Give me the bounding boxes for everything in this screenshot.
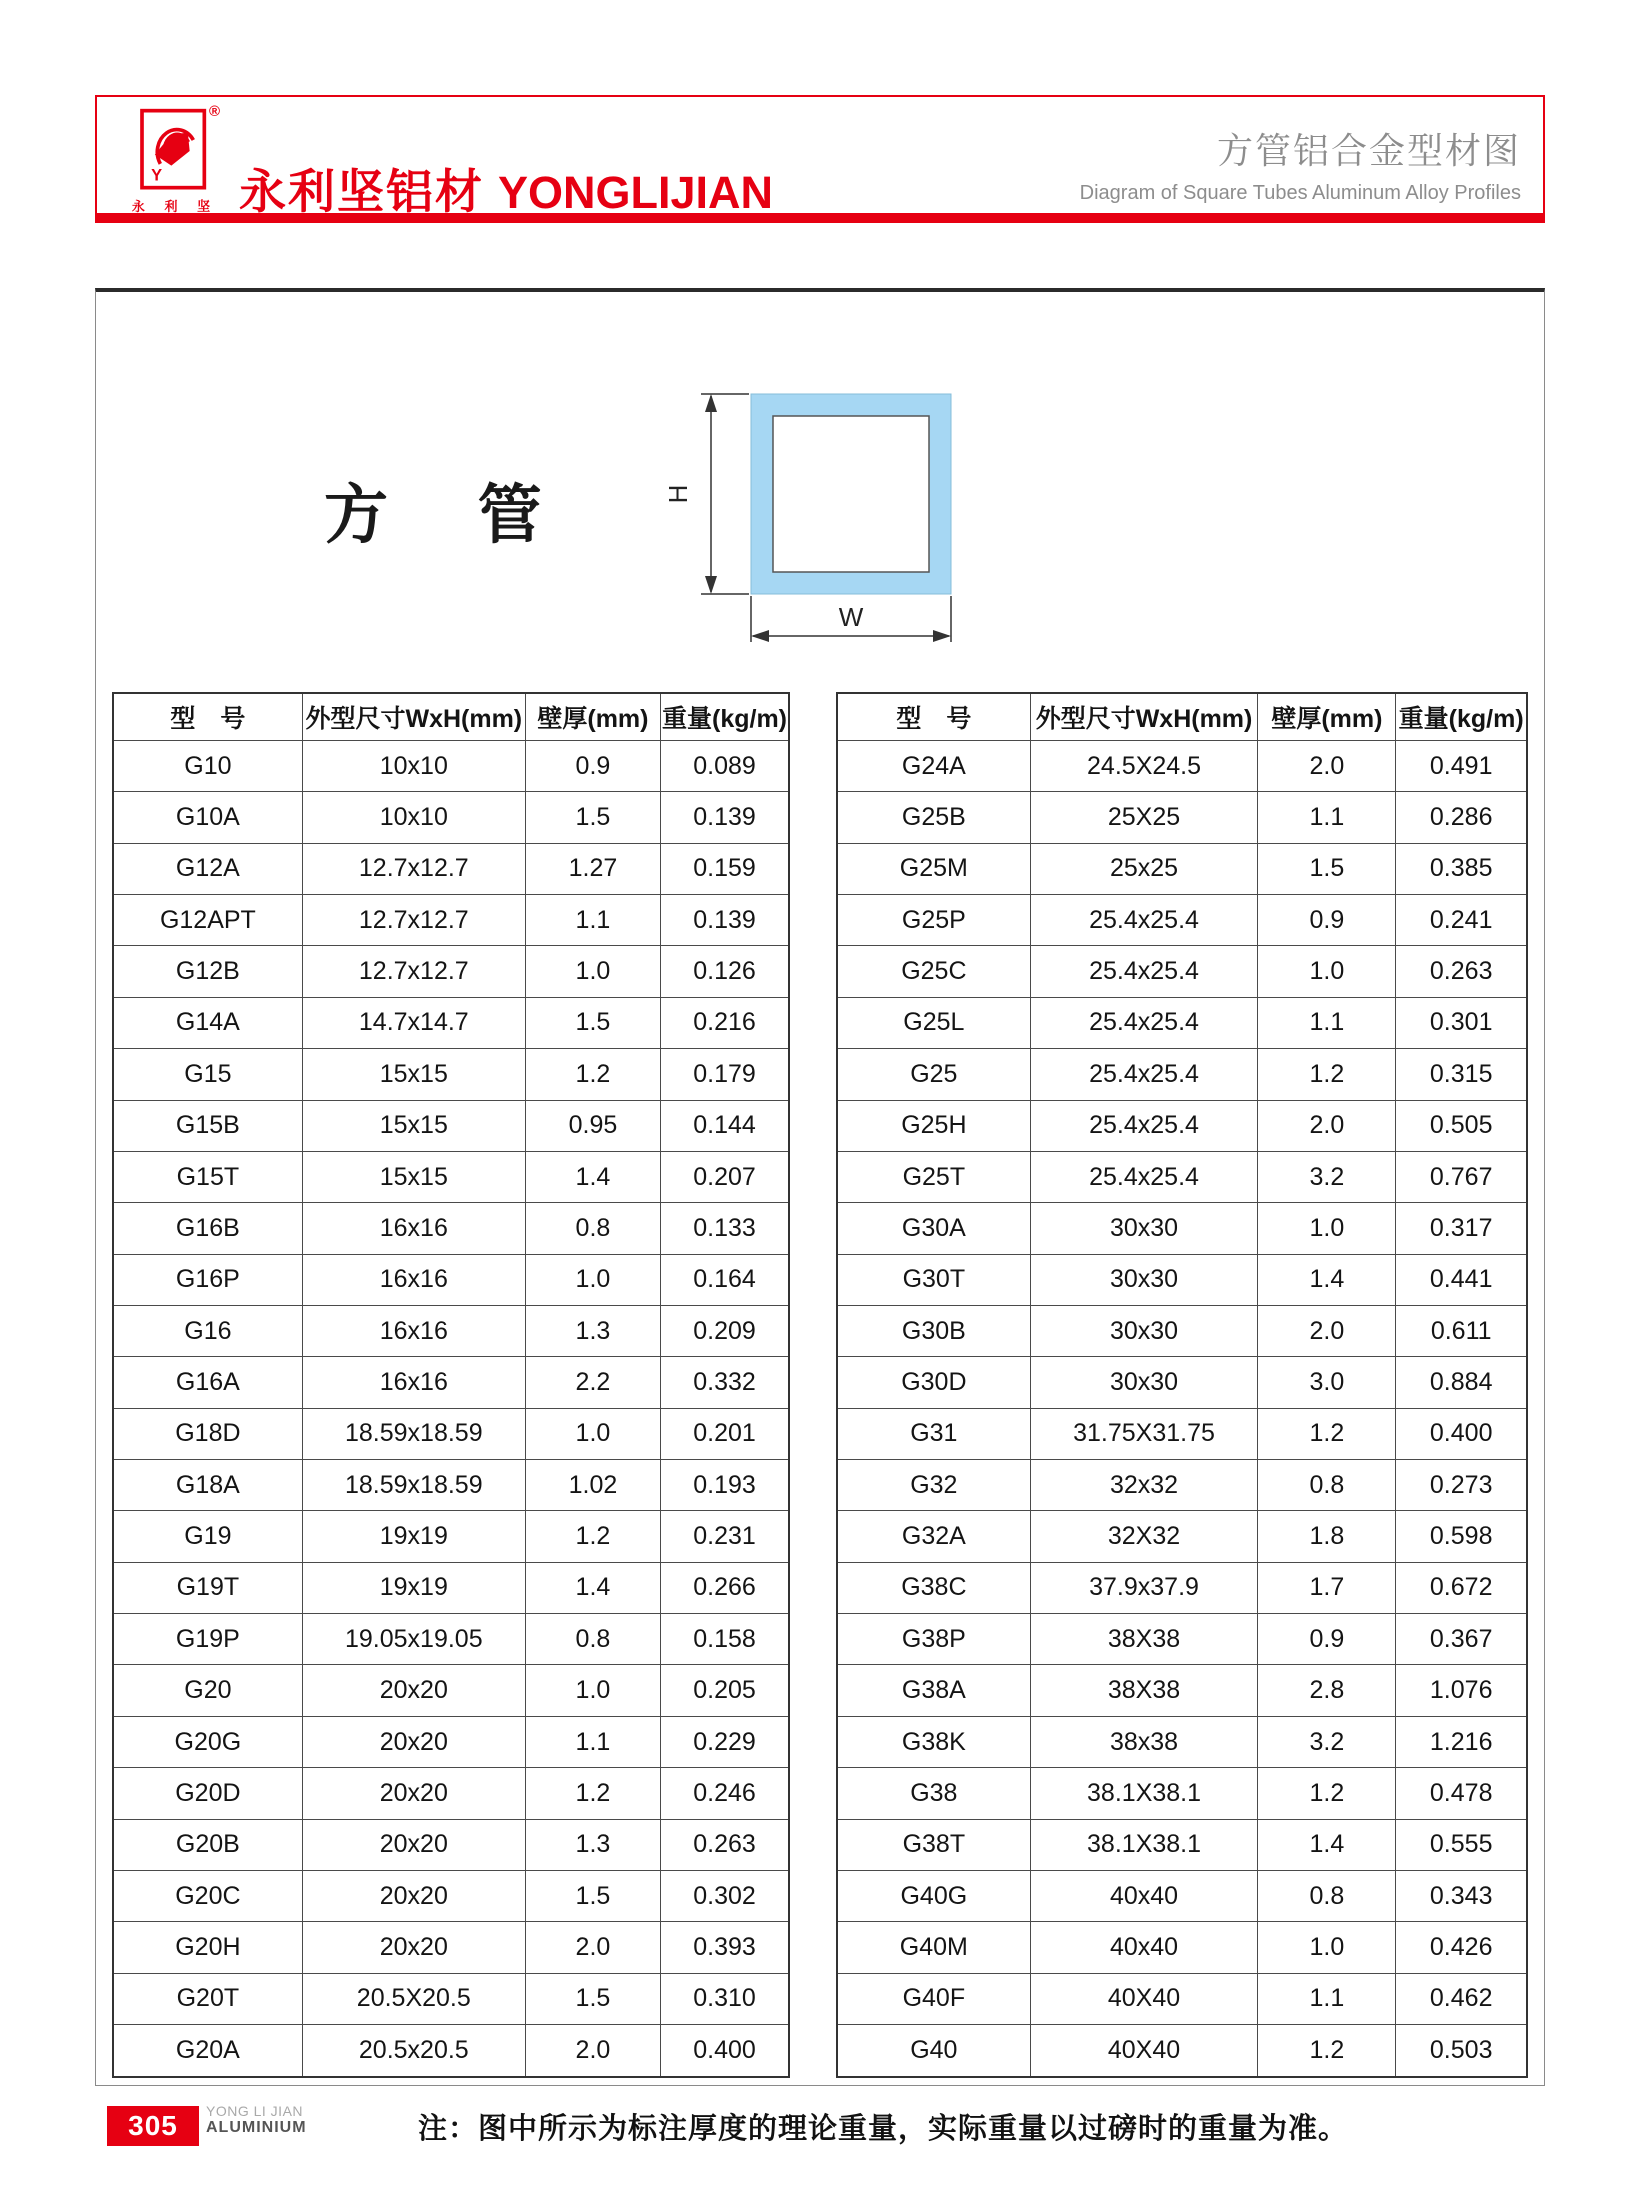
weight-cell: 0.884: [1396, 1357, 1527, 1408]
table-row: [113, 792, 789, 843]
thickness-cell: 1.0: [1258, 1203, 1396, 1254]
weight-cell: 0.263: [661, 1819, 789, 1870]
table-row: [113, 1151, 789, 1202]
weight-cell: 0.229: [661, 1716, 789, 1767]
weight-cell: 0.216: [661, 997, 789, 1048]
weight-cell: 0.462: [1396, 1973, 1527, 2024]
model-cell: G16: [113, 1305, 302, 1356]
table-row: [837, 1357, 1527, 1408]
model-cell: G20H: [113, 1922, 302, 1973]
model-cell: G24A: [837, 741, 1030, 792]
thickness-cell: 1.0: [525, 1665, 660, 1716]
column-header: 重量(kg/m): [1396, 693, 1527, 741]
weight-cell: 0.133: [661, 1203, 789, 1254]
size-cell: 25X25: [1030, 792, 1258, 843]
thickness-cell: 1.1: [525, 1716, 660, 1767]
table-row: [113, 1768, 789, 1819]
thickness-cell: 1.0: [525, 1254, 660, 1305]
weight-cell: 0.193: [661, 1460, 789, 1511]
weight-cell: 0.503: [1396, 2024, 1527, 2077]
brand-name-cn: 永利坚铝材: [239, 165, 484, 218]
weight-cell: 0.266: [661, 1562, 789, 1613]
weight-cell: 0.426: [1396, 1922, 1527, 1973]
size-cell: 14.7x14.7: [302, 997, 525, 1048]
page-title: 方管铝合金型材图: [1216, 130, 1521, 171]
model-cell: G38: [837, 1768, 1030, 1819]
thickness-cell: 0.8: [1258, 1870, 1396, 1921]
header-row: [837, 693, 1527, 741]
model-cell: G30D: [837, 1357, 1030, 1408]
size-cell: 19.05x19.05: [302, 1614, 525, 1665]
weight-cell: 0.441: [1396, 1254, 1527, 1305]
size-cell: 25.4x25.4: [1030, 1049, 1258, 1100]
size-cell: 25.4x25.4: [1030, 1100, 1258, 1151]
thickness-cell: 1.5: [1258, 843, 1396, 894]
model-cell: G25L: [837, 997, 1030, 1048]
brand-name-en: YONGLIJIAN: [498, 167, 774, 218]
company-logo: [125, 103, 225, 215]
table-row: [113, 1614, 789, 1665]
thickness-cell: 3.2: [1258, 1151, 1396, 1202]
thickness-cell: 1.5: [525, 1870, 660, 1921]
thickness-cell: 2.0: [525, 2024, 660, 2077]
thickness-cell: 1.4: [1258, 1254, 1396, 1305]
weight-cell: 0.158: [661, 1614, 789, 1665]
weight-cell: 0.301: [1396, 997, 1527, 1048]
model-cell: G16P: [113, 1254, 302, 1305]
table-row: [113, 1049, 789, 1100]
table-row: [837, 1716, 1527, 1767]
thickness-cell: 1.2: [525, 1768, 660, 1819]
thickness-cell: 1.1: [1258, 997, 1396, 1048]
thickness-cell: 0.8: [525, 1203, 660, 1254]
size-cell: 10x10: [302, 792, 525, 843]
weight-cell: 0.286: [1396, 792, 1527, 843]
weight-cell: 0.367: [1396, 1614, 1527, 1665]
weight-cell: 0.393: [661, 1922, 789, 1973]
table-row: [113, 1460, 789, 1511]
column-header: 重量(kg/m): [661, 693, 789, 741]
brand-name: [239, 155, 773, 222]
page-subtitle: Diagram of Square Tubes Aluminum Alloy Profiles: [1079, 182, 1521, 204]
weight-cell: 0.209: [661, 1305, 789, 1356]
thickness-cell: 3.2: [1258, 1716, 1396, 1767]
table-row: [837, 792, 1527, 843]
spec-table-left: [112, 692, 790, 2078]
thickness-cell: 1.1: [1258, 1973, 1396, 2024]
model-cell: G15: [113, 1049, 302, 1100]
size-cell: 25.4x25.4: [1030, 997, 1258, 1048]
thickness-cell: 2.2: [525, 1357, 660, 1408]
weight-cell: 0.144: [661, 1100, 789, 1151]
size-cell: 20x20: [302, 1870, 525, 1921]
size-cell: 25.4x25.4: [1030, 946, 1258, 997]
model-cell: G12B: [113, 946, 302, 997]
thickness-cell: 2.0: [1258, 741, 1396, 792]
model-cell: G16B: [113, 1203, 302, 1254]
square-tube-diagram: [661, 374, 1021, 684]
size-cell: 16x16: [302, 1203, 525, 1254]
table-row: [113, 1254, 789, 1305]
model-cell: G40F: [837, 1973, 1030, 2024]
weight-cell: 0.310: [661, 1973, 789, 2024]
table-row: [113, 1562, 789, 1613]
weight-cell: 0.767: [1396, 1151, 1527, 1202]
weight-cell: 0.302: [661, 1870, 789, 1921]
model-cell: G19: [113, 1511, 302, 1562]
model-cell: G20B: [113, 1819, 302, 1870]
column-header: 型 号: [113, 693, 302, 741]
weight-cell: 0.491: [1396, 741, 1527, 792]
table-row: [837, 1305, 1527, 1356]
table-row: [113, 895, 789, 946]
thickness-cell: 1.4: [525, 1151, 660, 1202]
table-row: [113, 1511, 789, 1562]
table-row: [113, 1819, 789, 1870]
weight-cell: 0.201: [661, 1408, 789, 1459]
thickness-cell: 1.0: [1258, 946, 1396, 997]
table-row: [837, 1665, 1527, 1716]
weight-cell: 0.385: [1396, 843, 1527, 894]
thickness-cell: 1.4: [1258, 1819, 1396, 1870]
footer-brand-line1: YONG LI JIAN: [206, 2103, 304, 2119]
model-cell: G25P: [837, 895, 1030, 946]
thickness-cell: 0.8: [525, 1614, 660, 1665]
weight-cell: 0.246: [661, 1768, 789, 1819]
size-cell: 20x20: [302, 1716, 525, 1767]
column-header: 壁厚(mm): [1258, 693, 1396, 741]
weight-cell: 0.089: [661, 741, 789, 792]
dim-h-label: H: [663, 484, 693, 504]
size-cell: 25.4x25.4: [1030, 1151, 1258, 1202]
table-row: [837, 1973, 1527, 2024]
model-cell: G25C: [837, 946, 1030, 997]
logo-mark-icon: [138, 107, 212, 195]
weight-cell: 0.555: [1396, 1819, 1527, 1870]
weight-cell: 0.598: [1396, 1511, 1527, 1562]
table-row: [113, 2024, 789, 2077]
table-row: [113, 1716, 789, 1767]
thickness-cell: 1.2: [1258, 2024, 1396, 2077]
table-row: [113, 1100, 789, 1151]
table-row: [113, 1357, 789, 1408]
size-cell: 30x30: [1030, 1357, 1258, 1408]
table-row: [837, 843, 1527, 894]
size-cell: 15x15: [302, 1100, 525, 1151]
column-header: 型 号: [837, 693, 1030, 741]
table-row: [837, 946, 1527, 997]
table-row: [113, 1305, 789, 1356]
weight-cell: 0.263: [1396, 946, 1527, 997]
table-row: [113, 1973, 789, 2024]
model-cell: G40G: [837, 1870, 1030, 1921]
table-row: [837, 997, 1527, 1048]
model-cell: G30B: [837, 1305, 1030, 1356]
thickness-cell: 1.0: [1258, 1922, 1396, 1973]
size-cell: 25.4x25.4: [1030, 895, 1258, 946]
registered-trademark-icon: ®: [209, 103, 221, 120]
table-row: [837, 1100, 1527, 1151]
weight-cell: 0.332: [661, 1357, 789, 1408]
spec-table-right: [836, 692, 1528, 2078]
content-box: [95, 288, 1545, 2086]
table-row: [113, 843, 789, 894]
size-cell: 16x16: [302, 1357, 525, 1408]
header: [95, 95, 1545, 223]
thickness-cell: 1.5: [525, 997, 660, 1048]
thickness-cell: 1.1: [525, 895, 660, 946]
thickness-cell: 1.1: [1258, 792, 1396, 843]
table-row: [837, 1922, 1527, 1973]
tube-inner-square: [773, 416, 929, 572]
model-cell: G12A: [113, 843, 302, 894]
size-cell: 38x38: [1030, 1716, 1258, 1767]
size-cell: 20.5X20.5: [302, 1973, 525, 2024]
model-cell: G12APT: [113, 895, 302, 946]
thickness-cell: 2.0: [1258, 1100, 1396, 1151]
section-label: 方 管: [324, 479, 578, 551]
size-cell: 15x15: [302, 1049, 525, 1100]
weight-cell: 1.216: [1396, 1716, 1527, 1767]
size-cell: 15x15: [302, 1151, 525, 1202]
weight-cell: 0.273: [1396, 1460, 1527, 1511]
size-cell: 31.75X31.75: [1030, 1408, 1258, 1459]
model-cell: G38T: [837, 1819, 1030, 1870]
thickness-cell: 1.3: [525, 1305, 660, 1356]
weight-cell: 0.139: [661, 895, 789, 946]
model-cell: G16A: [113, 1357, 302, 1408]
size-cell: 12.7x12.7: [302, 946, 525, 997]
size-cell: 30x30: [1030, 1254, 1258, 1305]
model-cell: G25T: [837, 1151, 1030, 1202]
table-row: [837, 1562, 1527, 1613]
thickness-cell: 1.8: [1258, 1511, 1396, 1562]
thickness-cell: 1.7: [1258, 1562, 1396, 1613]
footer-brand: [206, 2104, 307, 2137]
weight-cell: 0.400: [661, 2024, 789, 2077]
model-cell: G19T: [113, 1562, 302, 1613]
table-row: [837, 1819, 1527, 1870]
size-cell: 20x20: [302, 1819, 525, 1870]
size-cell: 32x32: [1030, 1460, 1258, 1511]
weight-cell: 0.126: [661, 946, 789, 997]
footer-brand-line2: ALUMINIUM: [206, 2119, 307, 2137]
thickness-cell: 1.2: [525, 1511, 660, 1562]
table-row: [837, 2024, 1527, 2077]
model-cell: G25H: [837, 1100, 1030, 1151]
table-row: [113, 1408, 789, 1459]
model-cell: G18D: [113, 1408, 302, 1459]
model-cell: G38A: [837, 1665, 1030, 1716]
table-row: [113, 946, 789, 997]
size-cell: 38X38: [1030, 1614, 1258, 1665]
model-cell: G20: [113, 1665, 302, 1716]
table-row: [113, 1203, 789, 1254]
size-cell: 38.1X38.1: [1030, 1768, 1258, 1819]
size-cell: 25x25: [1030, 843, 1258, 894]
model-cell: G25M: [837, 843, 1030, 894]
model-cell: G32: [837, 1460, 1030, 1511]
thickness-cell: 0.9: [1258, 895, 1396, 946]
table-row: [837, 1614, 1527, 1665]
model-cell: G40: [837, 2024, 1030, 2077]
thickness-cell: 1.2: [525, 1049, 660, 1100]
table-row: [837, 1049, 1527, 1100]
model-cell: G15T: [113, 1151, 302, 1202]
thickness-cell: 1.0: [525, 1408, 660, 1459]
model-cell: G38K: [837, 1716, 1030, 1767]
thickness-cell: 0.95: [525, 1100, 660, 1151]
thickness-cell: 1.5: [525, 792, 660, 843]
weight-cell: 0.505: [1396, 1100, 1527, 1151]
size-cell: 38X38: [1030, 1665, 1258, 1716]
model-cell: G15B: [113, 1100, 302, 1151]
size-cell: 20x20: [302, 1922, 525, 1973]
thickness-cell: 1.2: [1258, 1049, 1396, 1100]
weight-cell: 0.317: [1396, 1203, 1527, 1254]
model-cell: G20D: [113, 1768, 302, 1819]
model-cell: G32A: [837, 1511, 1030, 1562]
model-cell: G14A: [113, 997, 302, 1048]
table-row: [113, 1870, 789, 1921]
model-cell: G20A: [113, 2024, 302, 2077]
thickness-cell: 1.3: [525, 1819, 660, 1870]
size-cell: 37.9x37.9: [1030, 1562, 1258, 1613]
table-row: [837, 1151, 1527, 1202]
model-cell: G30T: [837, 1254, 1030, 1305]
size-cell: 12.7x12.7: [302, 843, 525, 894]
thickness-cell: 2.8: [1258, 1665, 1396, 1716]
size-cell: 18.59x18.59: [302, 1408, 525, 1459]
size-cell: 38.1X38.1: [1030, 1819, 1258, 1870]
model-cell: G31: [837, 1408, 1030, 1459]
table-row: [837, 1511, 1527, 1562]
model-cell: G20T: [113, 1973, 302, 2024]
size-cell: 19x19: [302, 1562, 525, 1613]
thickness-cell: 2.0: [525, 1922, 660, 1973]
model-cell: G18A: [113, 1460, 302, 1511]
table-row: [837, 1460, 1527, 1511]
weight-cell: 0.672: [1396, 1562, 1527, 1613]
model-cell: G10: [113, 741, 302, 792]
model-cell: G30A: [837, 1203, 1030, 1254]
footer-note: 注：图中所示为标注厚度的理论重量，实际重量以过磅时的重量为准。: [418, 2113, 1349, 2145]
logo-y-letter: Y: [151, 166, 163, 185]
model-cell: G25: [837, 1049, 1030, 1100]
column-header: 壁厚(mm): [525, 693, 660, 741]
thickness-cell: 3.0: [1258, 1357, 1396, 1408]
size-cell: 16x16: [302, 1305, 525, 1356]
size-cell: 20.5x20.5: [302, 2024, 525, 2077]
page-number-badge: 305: [107, 2106, 199, 2146]
column-header: 外型尺寸WxH(mm): [302, 693, 525, 741]
table-row: [837, 1254, 1527, 1305]
header-row: [113, 693, 789, 741]
size-cell: 30x30: [1030, 1203, 1258, 1254]
weight-cell: 1.076: [1396, 1665, 1527, 1716]
size-cell: 40X40: [1030, 1973, 1258, 2024]
weight-cell: 0.159: [661, 843, 789, 894]
thickness-cell: 1.27: [525, 843, 660, 894]
model-cell: G40M: [837, 1922, 1030, 1973]
model-cell: G38C: [837, 1562, 1030, 1613]
size-cell: 32X32: [1030, 1511, 1258, 1562]
model-cell: G10A: [113, 792, 302, 843]
weight-cell: 0.241: [1396, 895, 1527, 946]
weight-cell: 0.400: [1396, 1408, 1527, 1459]
table-row: [113, 997, 789, 1048]
thickness-cell: 1.2: [1258, 1768, 1396, 1819]
size-cell: 20x20: [302, 1665, 525, 1716]
model-cell: G20C: [113, 1870, 302, 1921]
dim-w-label: W: [838, 602, 864, 632]
size-cell: 12.7x12.7: [302, 895, 525, 946]
weight-cell: 0.164: [661, 1254, 789, 1305]
weight-cell: 0.231: [661, 1511, 789, 1562]
weight-cell: 0.343: [1396, 1870, 1527, 1921]
thickness-cell: 1.2: [1258, 1408, 1396, 1459]
table-row: [113, 741, 789, 792]
table-row: [837, 1768, 1527, 1819]
thickness-cell: 1.5: [525, 1973, 660, 2024]
table-row: [837, 1870, 1527, 1921]
weight-cell: 0.179: [661, 1049, 789, 1100]
table-row: [113, 1922, 789, 1973]
thickness-cell: 0.8: [1258, 1460, 1396, 1511]
page-title-block: [1080, 123, 1521, 205]
size-cell: 24.5X24.5: [1030, 741, 1258, 792]
weight-cell: 0.611: [1396, 1305, 1527, 1356]
model-cell: G25B: [837, 792, 1030, 843]
table-row: [837, 741, 1527, 792]
model-cell: G38P: [837, 1614, 1030, 1665]
size-cell: 40X40: [1030, 2024, 1258, 2077]
size-cell: 40x40: [1030, 1870, 1258, 1921]
table-row: [837, 1408, 1527, 1459]
size-cell: 16x16: [302, 1254, 525, 1305]
thickness-cell: 0.9: [525, 741, 660, 792]
table-row: [837, 895, 1527, 946]
table-row: [113, 1665, 789, 1716]
weight-cell: 0.207: [661, 1151, 789, 1202]
size-cell: 19x19: [302, 1511, 525, 1562]
thickness-cell: 2.0: [1258, 1305, 1396, 1356]
thickness-cell: 0.9: [1258, 1614, 1396, 1665]
thickness-cell: 1.02: [525, 1460, 660, 1511]
weight-cell: 0.139: [661, 792, 789, 843]
weight-cell: 0.478: [1396, 1768, 1527, 1819]
weight-cell: 0.205: [661, 1665, 789, 1716]
model-cell: G19P: [113, 1614, 302, 1665]
logo-caption: 永 利 坚: [131, 199, 219, 214]
column-header: 外型尺寸WxH(mm): [1030, 693, 1258, 741]
thickness-cell: 1.4: [525, 1562, 660, 1613]
model-cell: G20G: [113, 1716, 302, 1767]
size-cell: 10x10: [302, 741, 525, 792]
size-cell: 20x20: [302, 1768, 525, 1819]
weight-cell: 0.315: [1396, 1049, 1527, 1100]
table-row: [837, 1203, 1527, 1254]
size-cell: 30x30: [1030, 1305, 1258, 1356]
size-cell: 40x40: [1030, 1922, 1258, 1973]
size-cell: 18.59x18.59: [302, 1460, 525, 1511]
thickness-cell: 1.0: [525, 946, 660, 997]
